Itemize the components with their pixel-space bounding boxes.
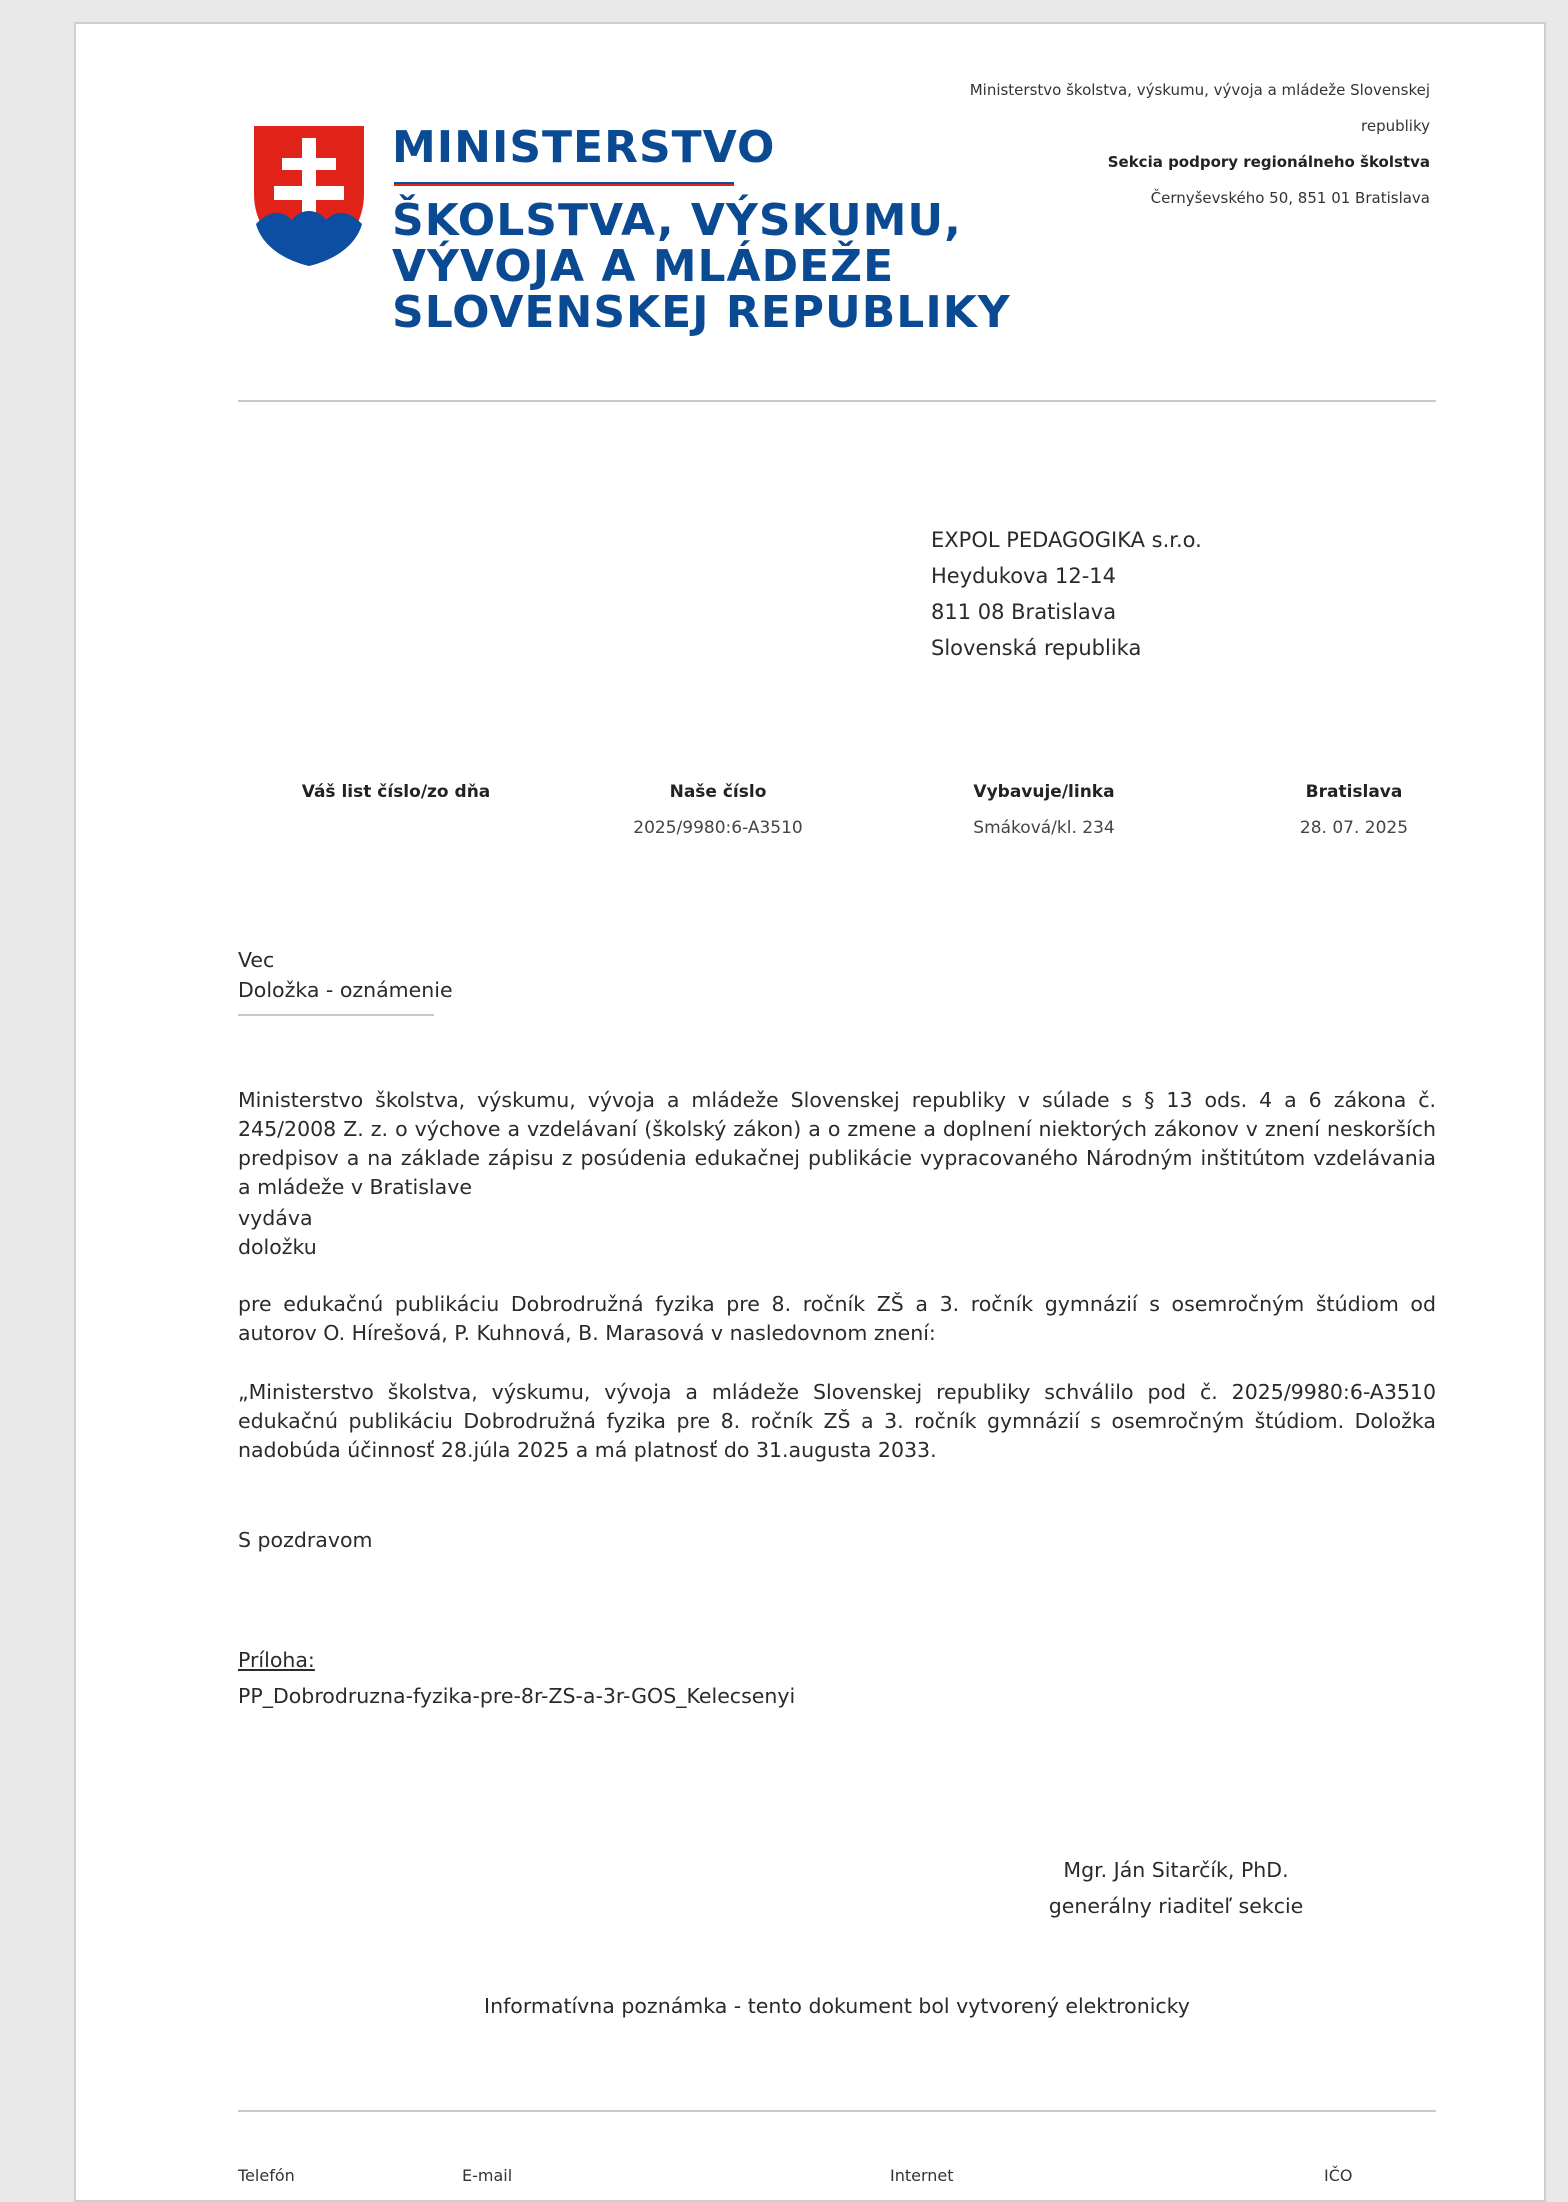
- sender-address: Černyševského 50, 851 01 Bratislava: [1150, 189, 1430, 207]
- logo-line-3: VÝVOJA A MLÁDEŽE: [392, 241, 895, 292]
- logo-lines-rest: [392, 195, 1052, 338]
- document-page: [74, 22, 1546, 2202]
- footer-ico-label: IČO: [1324, 2166, 1353, 2185]
- body-issues: vydáva: [238, 1206, 313, 1230]
- sender-ministry: Ministerstvo školstva, výskumu, vývoja a mládeže Slovenskej republiky: [969, 81, 1430, 135]
- body-paragraph-1: Ministerstvo školstva, výskumu, vývoja a mládeže Slovenskej republiky v súlade s § 13 ods. 4 a 6 zákona č. 245/2008 Z. z. o výchove a vzdelávaní (školský zákon) a o zmene a doplnení niektorých zákonov v znení neskorších predpisov a na základe zápisu z posúdenia edukačnej publikácie vypracovaného Národným inštitútom vzdelávania a mládeže v Bratislave: [238, 1088, 1436, 1199]
- greeting: S pozdravom: [238, 1528, 373, 1552]
- ref-place-label: Bratislava: [1305, 782, 1403, 802]
- sender-section: Sekcia podpory regionálneho školstva: [1107, 153, 1430, 171]
- footer-phone-label: Telefón: [238, 2166, 295, 2185]
- subject-label: Vec: [238, 948, 275, 972]
- ref-handled-by-value: Smáková/kl. 234: [973, 818, 1115, 838]
- ref-your-letter-label: Váš list číslo/zo dňa: [301, 782, 491, 802]
- logo-line-2: ŠKOLSTVA, VÝSKUMU,: [392, 195, 962, 246]
- ref-our-number: [588, 774, 848, 846]
- attachment-label: Príloha:: [238, 1648, 315, 1672]
- ref-our-number-value: 2025/9980:6-A3510: [633, 818, 803, 838]
- ref-date-value: 28. 07. 2025: [1299, 818, 1409, 838]
- subject-value: Doložka - oznámenie: [238, 978, 453, 1002]
- footer-divider: [238, 2110, 1436, 2112]
- recipient-country: Slovenská republika: [931, 636, 1142, 660]
- logo-tricolor-bar: [394, 180, 734, 186]
- electronic-note: Informatívna poznámka - tento dokument bol vytvorený elektronicky: [484, 1994, 1190, 2018]
- logo-line-4: SLOVENSKEJ REPUBLIKY: [392, 287, 1011, 338]
- body-paragraph-3: „Ministerstvo školstva, výskumu, vývoja a mládeže Slovenskej republiky schválilo pod č. 2025/9980:6-A3510 edukačnú publikáciu Dobrodružná fyzika pre 8. ročník ZŠ a 3. ročník gymnázií s osemročným štúdiom. Doložka nadobúda účinnosť 28.júla 2025 a má platnosť do 31.augusta 2033.: [238, 1380, 1436, 1462]
- signature-title: generálny riaditeľ sekcie: [1048, 1894, 1304, 1918]
- footer-internet-label: Internet: [890, 2166, 954, 2185]
- attachment-file[interactable]: PP_Dobrodruzna-fyzika-pre-8r-ZS-a-3r-GOS_Kelecsenyi: [238, 1684, 796, 1708]
- ref-place-date: [1224, 774, 1484, 846]
- recipient-address: [931, 522, 1202, 666]
- ref-our-number-label: Naše číslo: [669, 782, 767, 802]
- recipient-name: EXPOL PEDAGOGIKA s.r.o.: [931, 528, 1202, 552]
- header-divider: [238, 400, 1436, 402]
- footer-email-label: E-mail: [462, 2166, 513, 2185]
- logo-line-1: MINISTERSTVO: [392, 122, 776, 173]
- coat-of-arms-icon: [252, 124, 366, 268]
- subject-underline: [238, 1014, 434, 1016]
- recipient-city: 811 08 Bratislava: [931, 600, 1117, 624]
- body-clause: doložku: [238, 1235, 317, 1259]
- body-paragraph-2: pre edukačnú publikáciu Dobrodružná fyzika pre 8. ročník ZŠ a 3. ročník gymnázií s osemročným štúdiom od autorov O. Hírešová, P. Kuhnová, B. Marasová v nasledovnom znení:: [238, 1292, 1436, 1345]
- ref-your-letter: [266, 774, 526, 810]
- ref-handled-by: [914, 774, 1174, 846]
- signature-name: Mgr. Ján Sitarčík, PhD.: [1063, 1858, 1289, 1882]
- ref-handled-by-label: Vybavuje/linka: [973, 782, 1115, 802]
- recipient-street: Heydukova 12-14: [931, 564, 1117, 588]
- sender-block: [910, 72, 1430, 216]
